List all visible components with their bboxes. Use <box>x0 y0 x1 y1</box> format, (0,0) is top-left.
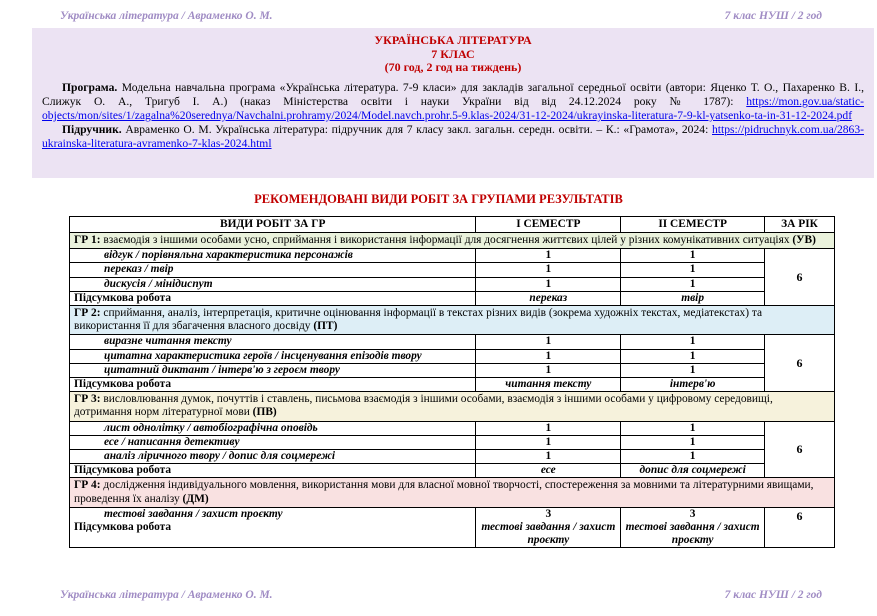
group-row-gr2 <box>70 306 835 335</box>
semester-2-count: 1 <box>621 363 765 377</box>
work-item: цитатний диктант / інтерв'ю з героєм твору <box>70 363 476 377</box>
table-row <box>70 507 835 548</box>
summary-semester-2: твір <box>621 291 765 305</box>
table-row <box>70 363 835 377</box>
year-total: 6 <box>765 421 835 478</box>
summary-semester-1: есе <box>476 464 621 478</box>
semester-2-count: 1 <box>621 421 765 435</box>
footer-left: Українська література / Авраменко О. М. <box>60 589 273 601</box>
work-item: есе / написання детективу <box>70 435 476 449</box>
summary-semester-1: переказ <box>476 291 621 305</box>
work-item: тестові завдання / захист проєкту <box>104 507 283 520</box>
summary-semester-2: допис для соцмережі <box>621 464 765 478</box>
table-row <box>70 335 835 349</box>
group-row-gr4 <box>70 478 835 507</box>
textbook-link[interactable]: https://pidruchnyk.com.ua/2863-ukrainska-literatura-avramenko-7-klas-2024.html <box>42 123 864 151</box>
course-hours: (70 год, 2 год на тиждень) <box>384 60 522 74</box>
group-description: ГР 2: сприймання, аналіз, інтерпретація, критичне оцінювання інформації в текстах різних видів (зокрема художніх текстах, медіатекстах) та використання її для збагачення власного досвіду (ПТ) <box>70 306 835 335</box>
work-item: виразне читання тексту <box>70 335 476 349</box>
summary-label: Підсумкова робота <box>70 291 476 305</box>
semester-2-count: 1 <box>621 277 765 291</box>
textbook-text: Авраменко О. М. Українська література: підручник для 7 класу закл. загальн. середн. освіти. – К.: «Грамота», 2024: <box>121 123 712 137</box>
semester-1-count: 1 <box>476 277 621 291</box>
year-total: 6 <box>765 335 835 392</box>
work-item: цитатна характеристика героїв / інсценування епізодів твору <box>70 349 476 363</box>
program-text: Модельна навчальна програма «Українська література. 7-9 класи» для закладів загальної середньої освіти (автори: Яценко Т. О., Пахаренко В. І., Слижук О. А., Тригуб І. А.) (наказ Міністерства освіти і науки України від від 24.12.2024 року № 1787): <box>42 80 864 108</box>
semester-2-count: 1 <box>621 435 765 449</box>
table-row <box>70 450 835 464</box>
semester-2-count: 1 <box>621 450 765 464</box>
textbook-paragraph <box>42 123 864 151</box>
course-title: УКРАЇНСЬКА ЛІТЕРАТУРА <box>374 33 532 47</box>
summary-label: Підсумкова робота <box>70 464 476 478</box>
summary-semester-2: інтерв'ю <box>621 378 765 392</box>
year-total: 6 <box>765 507 835 548</box>
col-header-work-types: ВИДИ РОБІТ ЗА ГР <box>70 217 476 233</box>
group-row-gr3 <box>70 392 835 421</box>
work-types-table <box>69 216 835 548</box>
footer-right: 7 клас НУШ / 2 год <box>724 589 822 601</box>
summary-row <box>70 291 835 305</box>
group-description: ГР 3: висловлювання думок, почуттів і ставлень, письмова взаємодія з іншими особами, взаємодія з іншими особами у цифровому середовищі, дотримання норм літературної мови (ПВ) <box>70 392 835 421</box>
year-total: 6 <box>765 249 835 306</box>
gr4-semester-2 <box>621 507 765 548</box>
running-header <box>60 10 822 26</box>
semester-2-count: 1 <box>621 249 765 263</box>
summary-row <box>70 378 835 392</box>
running-footer <box>60 589 822 605</box>
semester-1-count: 1 <box>476 263 621 277</box>
header-left: Українська література / Авраменко О. М. <box>60 10 273 22</box>
gr4-semester-1 <box>476 507 621 548</box>
textbook-label: Підручник. <box>62 123 122 137</box>
semester-1-count: 1 <box>476 363 621 377</box>
table-row <box>70 277 835 291</box>
semester-1-count: 1 <box>476 249 621 263</box>
work-item: дискусія / мінідиспут <box>70 277 476 291</box>
work-item: лист однолітку / автобіографічна оповідь <box>70 421 476 435</box>
semester-1-count: 1 <box>476 349 621 363</box>
header-right: 7 клас НУШ / 2 год <box>724 10 822 22</box>
program-label: Програма. <box>62 80 118 94</box>
work-item: відгук / порівняльна характеристика персонажів <box>70 249 476 263</box>
semester-1-count: 1 <box>476 335 621 349</box>
summary-semester-1: читання тексту <box>476 378 621 392</box>
semester-1-count: 1 <box>476 421 621 435</box>
program-paragraph <box>42 81 864 124</box>
work-item: аналіз ліричного твору / допис для соцмережі <box>70 450 476 464</box>
gr4-work-cell <box>70 507 476 548</box>
program-link[interactable]: https://mon.gov.ua/static-objects/mon/sites/1/zagalna%20serednya/Navchalni.prohramy/2024/Model.navch.prohr.5-9.klas-2024/31-12-2024/ukrayinska-literatura-7-9-kl-yatsenko-ta-in-31-12-2024.pdf <box>42 94 864 122</box>
group-description: ГР 1: взаємодія з іншими особами усно, сприймання і використання інформації для досягнення життєвих цілей у різних комунікативних ситуаціях (УВ) <box>70 233 835 249</box>
col-header-year: ЗА РІК <box>765 217 835 233</box>
table-row <box>70 263 835 277</box>
semester-1-count: 3 <box>545 507 552 520</box>
summary-row <box>70 464 835 478</box>
section-title: РЕКОМЕНДОВАНІ ВИДИ РОБІТ ЗА ГРУПАМИ РЕЗУЛЬТАТІВ <box>254 192 623 206</box>
table-row <box>70 421 835 435</box>
group-description: ГР 4: дослідження індивідуального мовлення, використання мови для власної мовної творчості, спостереження за мовними та літературними явищами, проведення їх аналізу (ДМ) <box>70 478 835 507</box>
summary-label: Підсумкова робота <box>70 378 476 392</box>
course-info-block <box>32 28 874 178</box>
table-row <box>70 435 835 449</box>
summary-semester-1: тестові завдання / захист проєкту <box>481 521 616 547</box>
semester-2-count: 3 <box>689 507 696 520</box>
table-row <box>70 249 835 263</box>
group-row-gr1 <box>70 233 835 249</box>
semester-2-count: 1 <box>621 349 765 363</box>
table-header-row <box>70 217 835 233</box>
work-item: переказ / твір <box>70 263 476 277</box>
semester-2-count: 1 <box>621 335 765 349</box>
summary-label: Підсумкова робота <box>74 521 172 534</box>
summary-semester-2: тестові завдання / захист проєкту <box>625 521 760 547</box>
semester-1-count: 1 <box>476 435 621 449</box>
semester-1-count: 1 <box>476 450 621 464</box>
table-row <box>70 349 835 363</box>
col-header-semester-1: І СЕМЕСТР <box>476 217 621 233</box>
course-grade: 7 КЛАС <box>431 46 475 61</box>
semester-2-count: 1 <box>621 263 765 277</box>
col-header-semester-2: ІІ СЕМЕСТР <box>621 217 765 233</box>
